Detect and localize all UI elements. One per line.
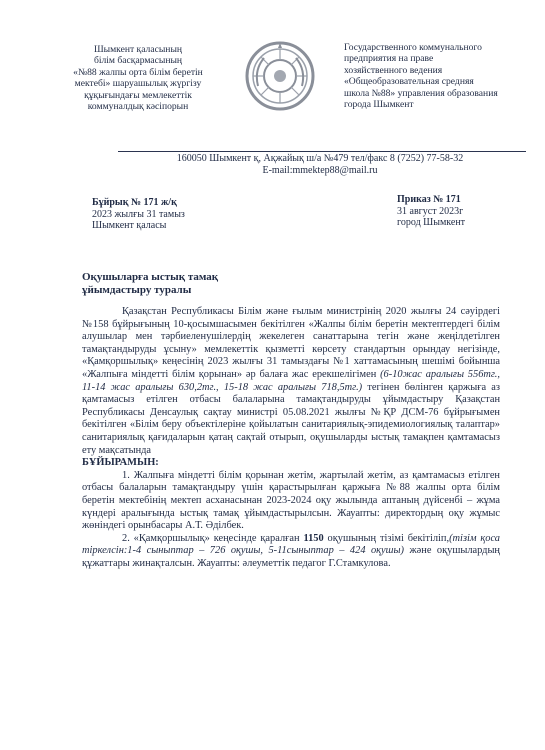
order-kz-block — [92, 197, 185, 232]
order-ru-date: 31 август 2023г — [397, 205, 464, 217]
header-left-line: білім басқармасының — [93, 55, 183, 67]
order-kz-place: Шымкент қаласы — [92, 220, 167, 232]
preamble-text-cont: тегінен бөлінген қаржыға аз қамтамасыз етілген отбасы балаларына тамақтандыруды ұйымдастыру Қазақстан Республикасы Денсаулық сақтау министрі 05.08.2021 жылғы №ҚР ДСМ-76 бұйрығымен бекітілген «Білім беру объектілеріне қойылатын санитариялық-эпидемиологиялық талаптар» санитариялық қағидаларын қатаң сақтай отырып, оқушыларды ыстық тамақпен қамтамасыз ету мақсатында — [82, 381, 500, 456]
order-heading: БҰЙЫРАМЫН: — [82, 457, 159, 469]
document-title — [82, 271, 218, 297]
header-right-line: школа №88» управления образования — [344, 87, 498, 99]
header-right-line: предприятия на праве — [344, 53, 434, 65]
item2-text-end: және оқушылардың құжаттары жинақталсын. Жауапты: әлеуметтік педагог Г.Стамкулова. — [82, 545, 500, 569]
preamble-text: Қазақстан Республикасы Білім және ғылым министрінің 2020 жылғы 24 сәуірдегі №158 бұйрығының 10-қосымшасымен бекітілген «Жалпы білім беретін мектептердегі білім алушылар мен тәрбиеленушілердің жекелеген санаттарына тегін және жеңілдетілген тамақтандыруды ұсыну» мемлекеттік қызметті көрсету стандартын орындау негізінде, «Қамқоршылық» кеңесінің 2023 жылғы 31 тамыздағы №1 хаттамасының шешімі бойынша «Жалпыға міндетті білім қорынан» әр балаға жас ерекшелігімен — [82, 306, 500, 380]
header-left-line: коммуналдық кәсіпорын — [87, 101, 189, 113]
address-line: 160050 Шымкент қ, Ақжайық ш/а №479 тел/факс 8 (7252) 77-58-32 — [176, 153, 464, 164]
title-line-1: Оқушыларға ыстық тамақ — [82, 271, 219, 283]
contact-block — [120, 153, 520, 177]
list-breakdown-text: (тізім қоса тіркелсін:1-4 сыныптар – 726 оқушы, 5-11сыныптар – 424 оқушы) — [82, 532, 500, 557]
order-item-1: 1. Жалпыға міндетті білім қорынан жетім, жартылай жетім, аз қамтамасыз етілген отбасы балаларын тамақтандыру үшін қарастырылған қаржыға №88 жалпы орта білім беретін мектебінің мектеп асханасынан 2023-2024 оқу жылында аптаның дүйсенбі – жұма күндері аралығында ыстық тамақ ұйымдастырылсын. Жауапты: директордың оқу жұмыс жөніндегі орынбасары А.Т. Әділбек. — [82, 469, 500, 532]
order-kz-number: Бұйрық № 171 ж/қ — [92, 197, 177, 208]
item2-text-cont: оқушының тізімі бекітіліп, — [323, 532, 450, 544]
order-ru-number: Приказ № 171 — [397, 194, 461, 205]
header-right-block — [344, 42, 524, 110]
header-left-line: «№88 жалпы орта білім беретін — [73, 66, 203, 78]
header-left-line: құқығындағы мемлекеттік — [84, 89, 192, 101]
header-left-line: мектебі» шаруашылық жүргізу — [74, 78, 202, 90]
order-ru-place: город Шымкент — [397, 217, 466, 229]
header-left-block — [58, 44, 218, 112]
item2-text: 2. «Қамқоршылық» кеңесінде қаралған — [122, 532, 304, 544]
order-kz-date: 2023 жылғы 31 тамыз — [92, 208, 185, 220]
header-right-line: хозяйственного ведения — [344, 64, 443, 76]
header-left-line: Шымкент қаласының — [93, 44, 183, 55]
header-right-line: «Общеобразовательная средняя — [344, 76, 474, 88]
state-emblem-icon — [244, 40, 316, 112]
preamble-paragraph — [82, 306, 500, 457]
email-line: E-mail:mmektep88@mail.ru — [262, 165, 378, 176]
document-body — [82, 306, 500, 570]
header-right-line: Государственного коммунального — [344, 42, 482, 53]
title-line-2: ұйымдастыру туралы — [82, 284, 192, 296]
student-count: 1150 — [303, 532, 324, 544]
age-rates-text: (6-10жас аралығы 556тг., 11-14 жас аралығы 630,2тг., 15-18 жас аралығы 718,5тг.) — [82, 368, 501, 393]
header-divider — [118, 151, 526, 152]
order-item-2 — [82, 533, 500, 571]
header-right-line: города Шымкент — [344, 99, 414, 111]
order-ru-block — [397, 194, 465, 229]
